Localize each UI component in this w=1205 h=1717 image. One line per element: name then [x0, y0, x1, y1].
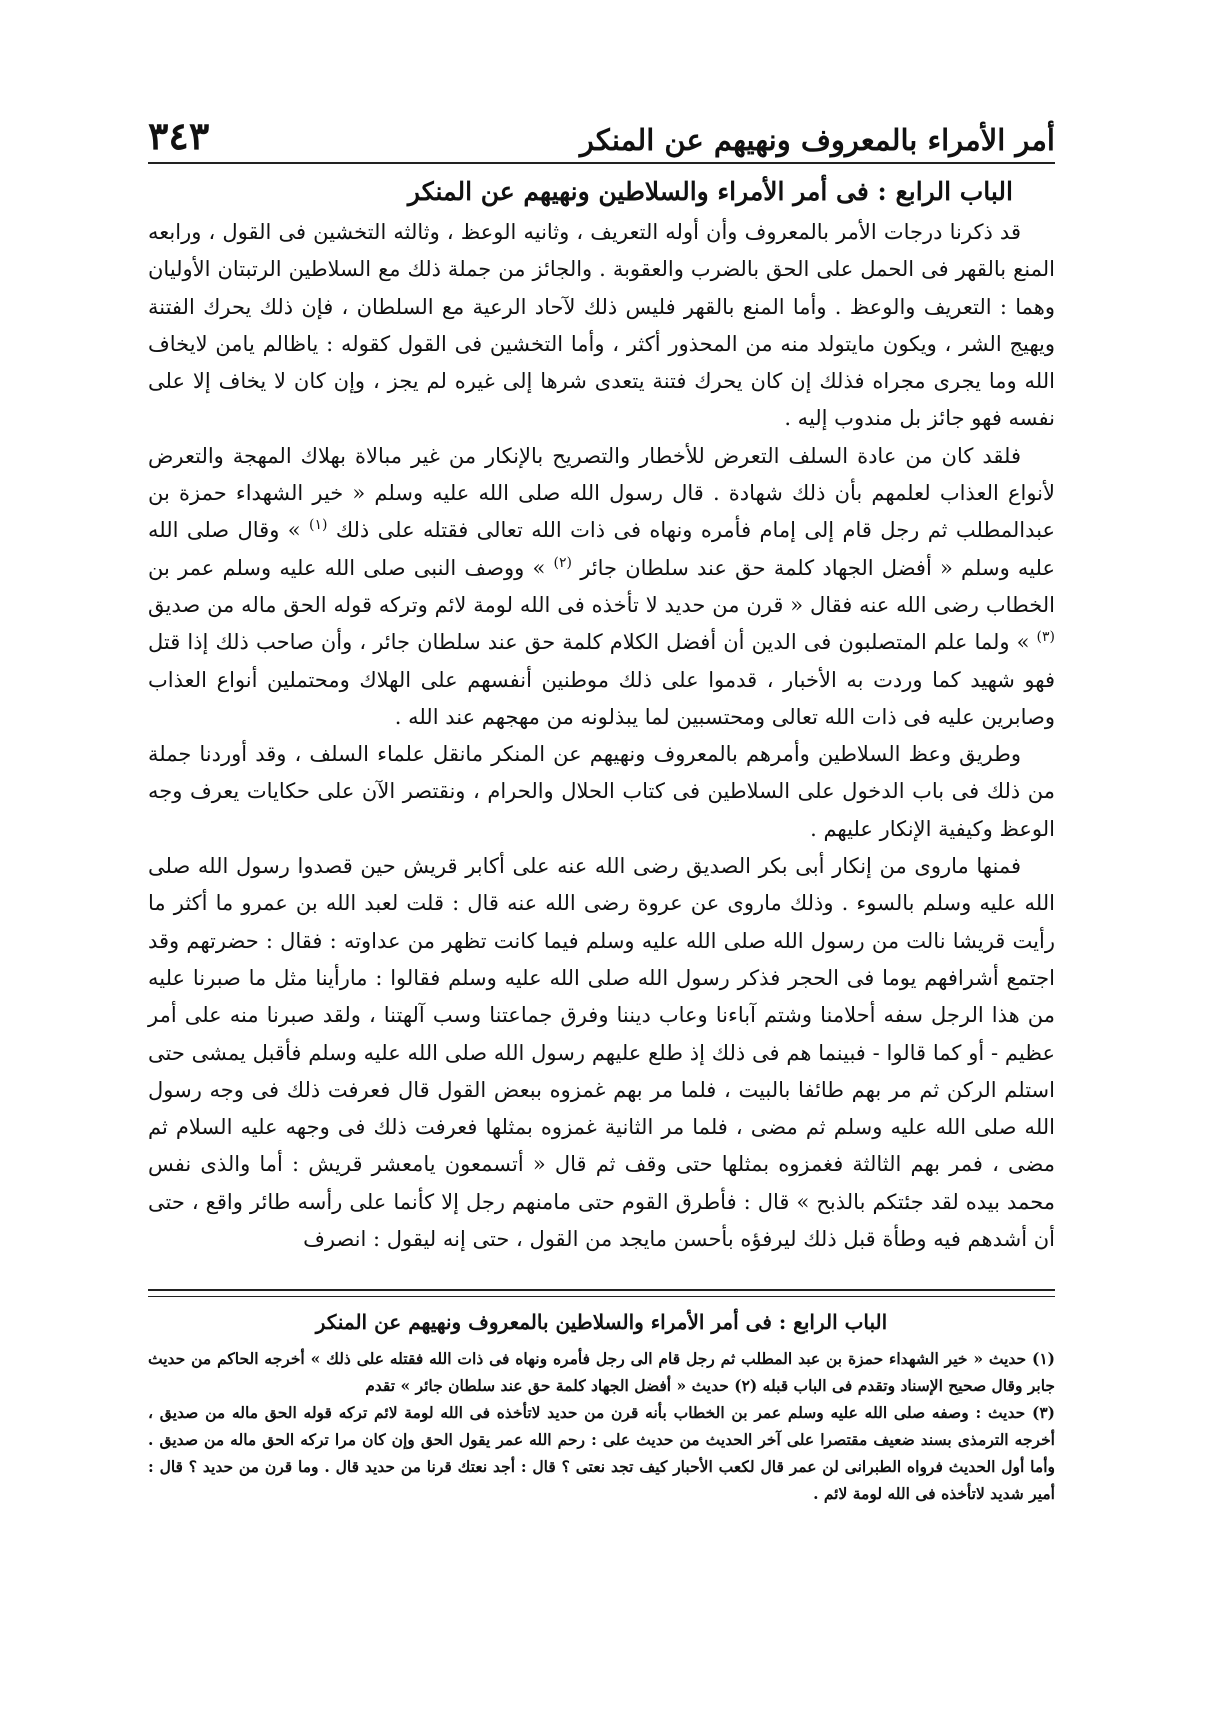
- footnotes-heading: الباب الرابع : فى أمر الأمراء والسلاطين بالمعروف ونهيهم عن المنكر: [315, 1310, 888, 1334]
- paragraph-text: » ولما علم المتصلبون فى الدين أن أفضل الكلام كلمة حق عند سلطان جائر ، وأن صاحب ذلك إذا قتل فهو شهيد كما وردت به الأخبار ، قدموا على ذلك موطنين أنفسهم على الهلاك ومحتملين أنواع العذاب وصابرين عليه فى ذات الله تعالى ومحتسبين لما يبذلونه من مهجهم عند الله .: [148, 630, 1055, 729]
- paragraph-text: » وقال صلى الله عليه وسلم « أفضل الجهاد كلمة حق عند سلطان جائر: [148, 518, 1056, 580]
- footnote-ref-3: (٣): [1036, 629, 1055, 646]
- paragraph-text: » ووصف النبى صلى الله عليه وسلم عمر بن الخطاب رضى الله عنه فقال « قرن من حديد لا تأخذه فى الله لومة لائم وتركه قوله الحق ماله من صديق: [148, 555, 1055, 617]
- paragraph-text: فلقد كان من عادة السلف التعرض للأخطار والتصريح بالإنكار من غير مبالاة بهلاك المهجة والتعرض لأنواع العذاب لعلمهم بأن ذلك شهادة . قال رسول الله صلى الله عليه وسلم « خير الشهداء حمزة بن عبدالمطلب ثم رجل قام إلى إمام فأمره ونهاه فى ذات الله تعالى فقتله على ذلك: [148, 443, 1055, 543]
- main-text: [148, 172, 1055, 1258]
- header-rule: [148, 162, 1055, 164]
- running-header: [148, 95, 1055, 158]
- footnotes: [148, 1305, 1055, 1507]
- footnote-3: (٣) حديث : وصفه صلى الله عليه وسلم عمر بن الخطاب بأنه قرن من حديد لاتأخذه فى الله لومة لائم تركه قوله الحق ماله من صديق ، أخرجه الترمذى بسند ضعيف مقتصرا على آخر الحديث من حديث على : رحم الله عمر يقول الحق وإن كان مرا تركه الحق ماله من صديق . وأما أول الحديث فرواه الطبرانى لن عمر قال لكعب الأحبار كيف تجد نعتى ؟ قال : أجد نعتك قرنا من حديد قال . وما قرن من حديد ؟ قال : أمير شديد لاتأخذه فى الله لومة لائم .: [148, 1403, 1055, 1503]
- page-number: ٣٤٣: [148, 113, 210, 158]
- paragraph-salaf: [148, 438, 1055, 736]
- paragraph-abubakr: فمنها ماروى من إنكار أبى بكر الصديق رضى الله عنه على أكابر قريش حين قصدوا رسول الله صلى الله عليه وسلم بالسوء . وذلك ماروى عن عروة رضى الله عنه قال : قلت لعبد الله بن عمرو ما أكثر ما رأيت قريشا نالت من رسول الله صلى الله عليه وسلم فيما كانت تظهر من عداوته : فقال : حضرتهم وقد اجتمع أشرافهم يوما فى الحجر فذكر رسول الله صلى الله عليه وسلم فقالوا : مارأينا مثل ما صبرنا عليه من هذا الرجل سفه أحلامنا وشتم آباءنا وعاب ديننا وفرق جماعتنا وسب آلهتنا ، ولقد صبرنا منه على أمر عظيم - أو كما قالوا - فبينما هم فى ذلك إذ طلع عليهم رسول الله صلى الله عليه وسلم فأقبل يمشى حتى استلم الركن ثم مر بهم طائفا بالبيت ، فلما مر بهم غمزوه ببعض القول قال فعرفت ذلك فى وجه رسول الله صلى الله عليه وسلم ثم مضى ، فلما مر الثانية غمزوه بمثلها فعرفت ذلك فى وجهه عليه السلام ثم مضى ، فمر بهم الثالثة فغمزوه بمثلها حتى وقف ثم قال « أتسمعون يامعشر قريش : أما والذى نفس محمد بيده لقد جئتكم بالذبح » قال : فأطرق القوم حتى مامنهم رجل إلا كأنما على رأسه طائر واقع ، حتى أن أشدهم فيه وطأة قبل ذلك ليرفؤه بأحسن مايجد من القول ، حتى إنه ليقول : انصرف: [148, 854, 1055, 1252]
- chapter-heading: الباب الرابع : فى أمر الأمراء والسلاطين ونهيهم عن المنكر: [407, 177, 1013, 206]
- running-title: أمر الأمراء بالمعروف ونهيهم عن المنكر: [579, 123, 1055, 157]
- paragraph-degrees: قد ذكرنا درجات الأمر بالمعروف وأن أوله التعريف ، وثانيه الوعظ ، وثالثه التخشين فى القول ، ورابعه المنع بالقهر فى الحمل على الحق بالضرب والعقوبة . والجائز من جملة ذلك مع السلاطين الرتبتان الأوليان وهما : التعريف والوعظ . وأما المنع بالقهر فليس ذلك لآحاد الرعية مع السلطان ، فإن ذلك يحرك الفتنة ويهيج الشر ، ويكون مايتولد منه من المحذور أكثر ، وأما التخشين فى القول كقوله : ياظالم يامن لايخاف الله وما يجرى مجراه فذلك إن كان يحرك فتنة يتعدى شرها إلى غيره لم يجز ، وإن كان لا يخاف إلا على نفسه فهو جائز بل مندوب إليه .: [148, 220, 1055, 431]
- footnote-separator: [148, 1289, 1055, 1297]
- paragraph-method: وطريق وعظ السلاطين وأمرهم بالمعروف ونهيهم عن المنكر مانقل علماء السلف ، وقد أوردنا جملة من ذلك فى باب الدخول على السلاطين فى كتاب الحلال والحرام ، ونقتصر الآن على حكايات يعرف وجه الوعظ وكيفية الإنكار عليهم .: [148, 742, 1055, 841]
- footnote-ref-1: (١): [308, 517, 328, 534]
- footnote-ref-2: (٢): [553, 554, 572, 571]
- footnote-1-2: (١) حديث « خير الشهداء حمزة بن عبد المطلب ثم رجل قام الى رجل فأمره ونهاه فى ذات الله فقتله على ذلك » أخرجه الحاكم من حديث جابر وقال صحيح الإسناد وتقدم فى الباب قبله (٢) حديث « أفضل الجهاد كلمة حق عند سلطان جائر » تقدم: [148, 1349, 1055, 1395]
